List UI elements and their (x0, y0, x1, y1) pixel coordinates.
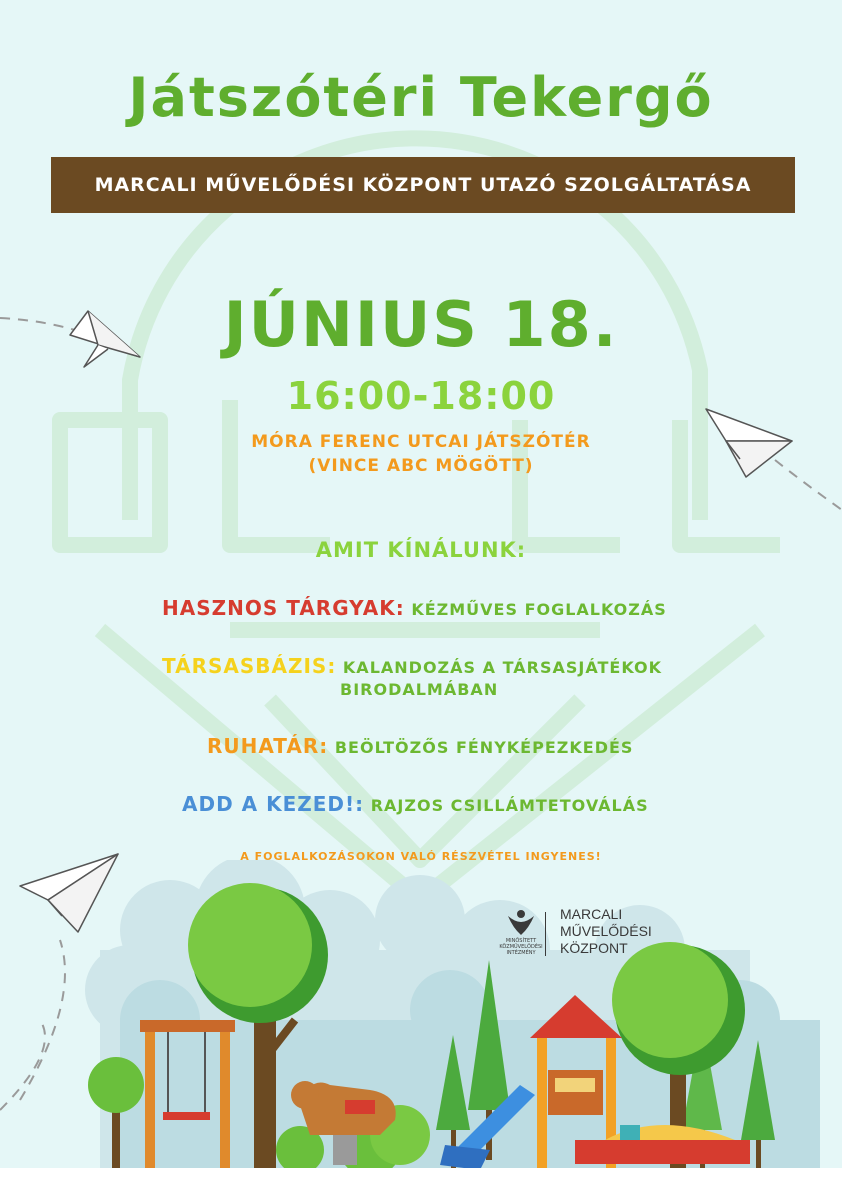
subtitle-banner (51, 157, 795, 213)
logo-qualification: MINŐSÍTETT KÖZMŰVELŐDÉSI INTÉZMÉNY (499, 938, 543, 956)
playground-illustration (0, 860, 842, 1191)
offer-desc: RAJZOS CSILLÁMTETOVÁLÁS (370, 796, 649, 815)
page-title: Játszótéri Tekergő (128, 66, 714, 129)
offer-item: TÁRSASBÁZIS: KALANDOZÁS A TÁRSASJÁTÉKOK (162, 654, 662, 678)
offer-desc: BEÖLTÖZŐS FÉNYKÉPEZKEDÉS (334, 738, 634, 757)
offer-desc: KÉZMŰVES FOGLALKOZÁS (411, 600, 667, 619)
free-participation-note: A FOGLALKOZÁSOKON VALÓ RÉSZVÉTEL INGYENES! (240, 850, 602, 863)
offer-desc: KALANDOZÁS A TÁRSASJÁTÉKOK (342, 658, 662, 677)
offer-item-continued (340, 680, 498, 699)
logo-divider (545, 912, 546, 956)
offer-item: ADD A KEZED!: RAJZOS CSILLÁMTETOVÁLÁS (182, 792, 649, 816)
offer-name: RUHATÁR (207, 734, 320, 758)
offer-item: RUHATÁR: BEÖLTÖZŐS FÉNYKÉPEZKEDÉS (207, 734, 634, 758)
subtitle-text: MARCALI MŰVELŐDÉSI KÖZPONT UTAZÓ SZOLGÁLTATÁSA (94, 174, 752, 196)
offer-name: HASZNOS TÁRGYAK (162, 596, 396, 620)
offer-desc: BIRODALMÁBAN (340, 680, 499, 699)
venue-line-1: MÓRA FERENC UTCAI JÁTSZÓTÉR (251, 432, 591, 452)
event-date: JÚNIUS 18. (223, 288, 619, 361)
offer-name: ADD A KEZED! (182, 792, 356, 816)
event-time: 16:00-18:00 (286, 374, 556, 418)
venue-line-2: (VINCE ABC MÖGÖTT) (308, 456, 534, 476)
offer-name: TÁRSASBÁZIS (162, 654, 328, 678)
institution-logo-icon (505, 908, 537, 938)
offer-heading: AMIT KÍNÁLUNK: (315, 538, 527, 562)
offer-item: HASZNOS TÁRGYAK: KÉZMŰVES FOGLALKOZÁS (162, 596, 667, 620)
logo-text: MARCALI MŰVELŐDÉSI KÖZPONT (560, 906, 652, 956)
event-venue (0, 430, 842, 478)
